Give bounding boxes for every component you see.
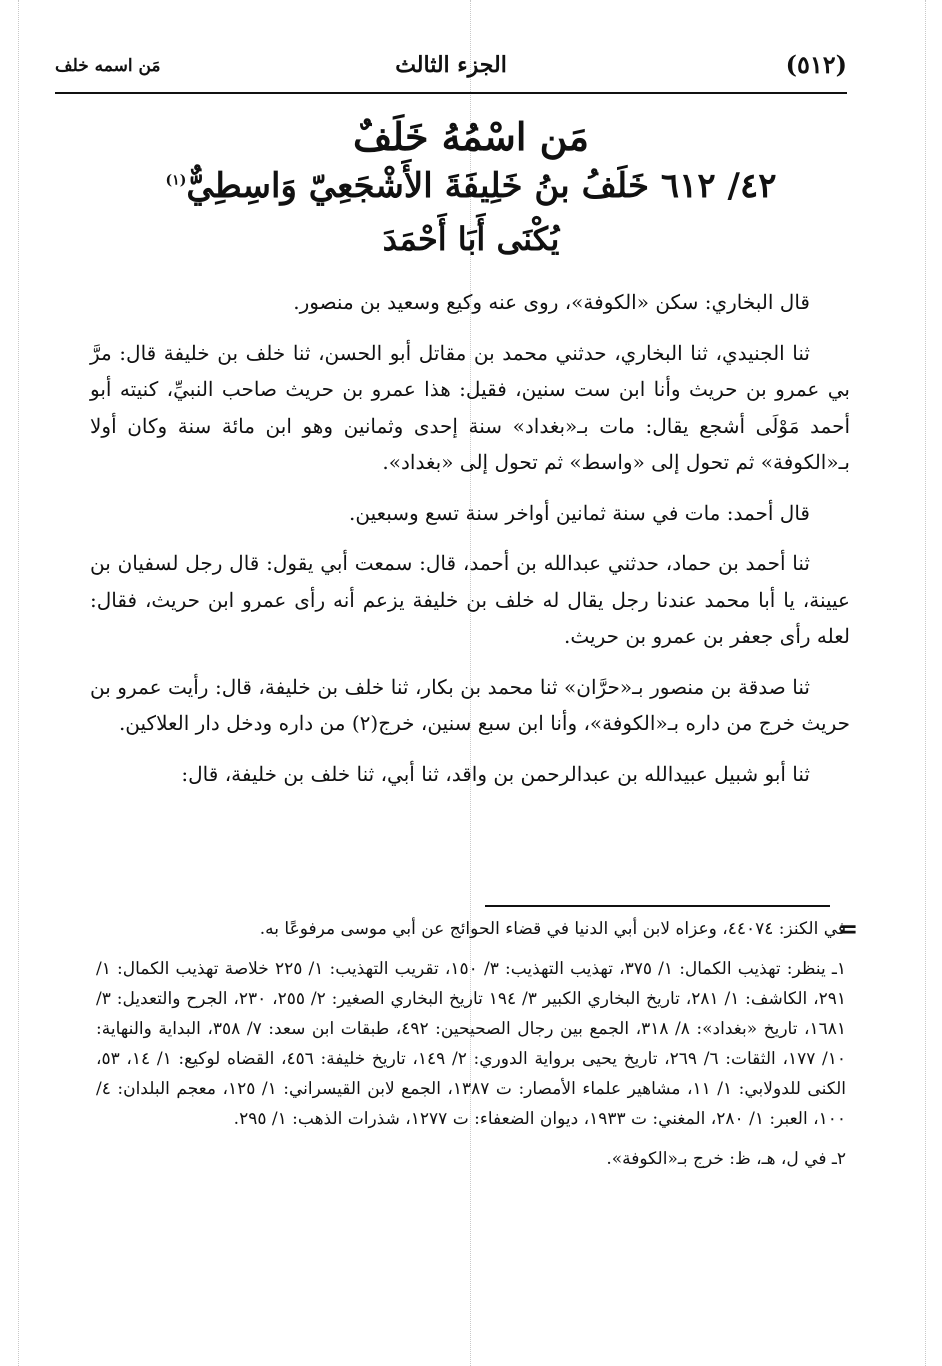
entry-title-text: ٤٢/ ٦١٢ خَلَفُ بنُ خَلِيفَةَ الأَشْجَعِيّ وَاسِطِيٌّ <box>186 166 777 206</box>
kunya-line: يُكْنَى أَبَا أَحْمَدَ <box>382 220 560 258</box>
page-number: (٥١٢) <box>785 50 847 79</box>
paragraph: ثنا أبو شبيل عبيدالله بن عبدالرحمن بن واقد، ثنا أبي، ثنا خلف بن خليفة، قال: <box>181 761 810 786</box>
part-label: الجزء الثالث <box>395 52 507 78</box>
entry-title <box>0 166 942 206</box>
footnote-continuation-mark: = <box>838 914 859 943</box>
running-header <box>55 50 847 90</box>
paragraph: ثنا صدقة بن منصور بـ«حرَّان» ثنا محمد بن بكار، ثنا خلف بن خليفة، قال: رأيت عمرو بن حريث خرج من داره بـ«الكوفة»، وأنا ابن سبع سنين، خرج(٢) من داره ودخل دار العلاكين. <box>90 674 850 735</box>
section-title: مَن اسْمُهُ خَلَفٌ <box>353 114 589 159</box>
section-label: مَن اسمه خلف <box>55 56 161 76</box>
footnote-rule <box>485 905 830 907</box>
header-rule <box>55 92 847 94</box>
paragraph: ثنا الجنيدي، ثنا البخاري، حدثني محمد بن مقاتل أبو الحسن، ثنا خلف بن خليفة قال: مرَّ بي عمرو بن حريث وأنا ابن ست سنين، فقيل: هذا عمرو بن حريث صاحب النبيِّ، كنيته أبو أحمد مَوْلَى أشجع يقال: مات بـ«بغداد» سنة إحدى وثمانين وهو ابن مائة سنة وكان أولا بـ«الكوفة» ثم تحول إلى «واسط» ثم تحول إلى «بغداد». <box>90 340 850 474</box>
footnote: في الكنز: ٤٤٠٧٤، وعزاه لابن أبي الدنيا في قضاء الحوائج عن أبي موسى مرفوعًا به. <box>259 919 846 939</box>
paragraph: قال أحمد: مات في سنة ثمانين أواخر سنة تسع وسبعين. <box>348 500 810 525</box>
paragraph: ثنا أحمد بن حماد، حدثني عبدالله بن أحمد، قال: سمعت أبي يقول: قال رجل لسفيان بن عيينة، يا أبا محمد عندنا رجل يقال له خلف بن خليفة يزعم أنه رأى عمرو ابن حريث، فقال: لعله رأى جعفر بن عمرو بن حريث. <box>90 551 850 648</box>
footnotes <box>96 914 846 1184</box>
footnote: ١ـ ينظر: تهذيب الكمال: ١/ ٣٧٥، تهذيب التهذيب: ٣/ ١٥٠، تقريب التهذيب: ١/ ٢٢٥ خلاصة تهذيب الكمال: ١/ ٢٩١، الكاشف: ١/ ٢٨١، تاريخ البخاري الكبير ٣/ ١٩٤ تاريخ البخاري الصغير: ٢/ ٢٥٥، ٢٣٠، الجرح والتعديل: ٣/ ١٦٨١، تاريخ «بغداد»: ٨/ ٣١٨، الجمع بين رجال الصحيحين: ٤٩٢، طبقات ابن سعد: ٧/ ٣٥٨، البداية والنهاية: ١٠/ ١٧٧، الثقات: ٦/ ٢٦٩، تاريخ يحيى برواية الدوري: ٢/ ١٤٩، تاريخ خليفة: ٤٥٦، القضاه لوكيع: ١/ ١٤، ٥٣، الكنى للدولابي: ١/ ١١، مشاهير علماء الأمصار: ت ١٣٨٧، الجمع لابن القيسراني: ١/ ١٢٥، معجم البلدان: ٤/ ١٠٠، العبر: ١/ ٢٨٠، المغني: ت ١٩٣٣، ديوان الضعفاء: ت ١٢٧٧، شذرات الذهب: ١/ ٢٩٥. <box>96 959 847 1129</box>
entry-title-ref: (١) <box>165 172 187 189</box>
footnote: ٢ـ في ل، هـ، ظ: خرج بـ«الكوفة». <box>606 1149 846 1169</box>
main-text <box>90 284 850 806</box>
paragraph: قال البخاري: سكن «الكوفة»، روى عنه وكيع وسعيد بن منصور. <box>293 290 810 314</box>
